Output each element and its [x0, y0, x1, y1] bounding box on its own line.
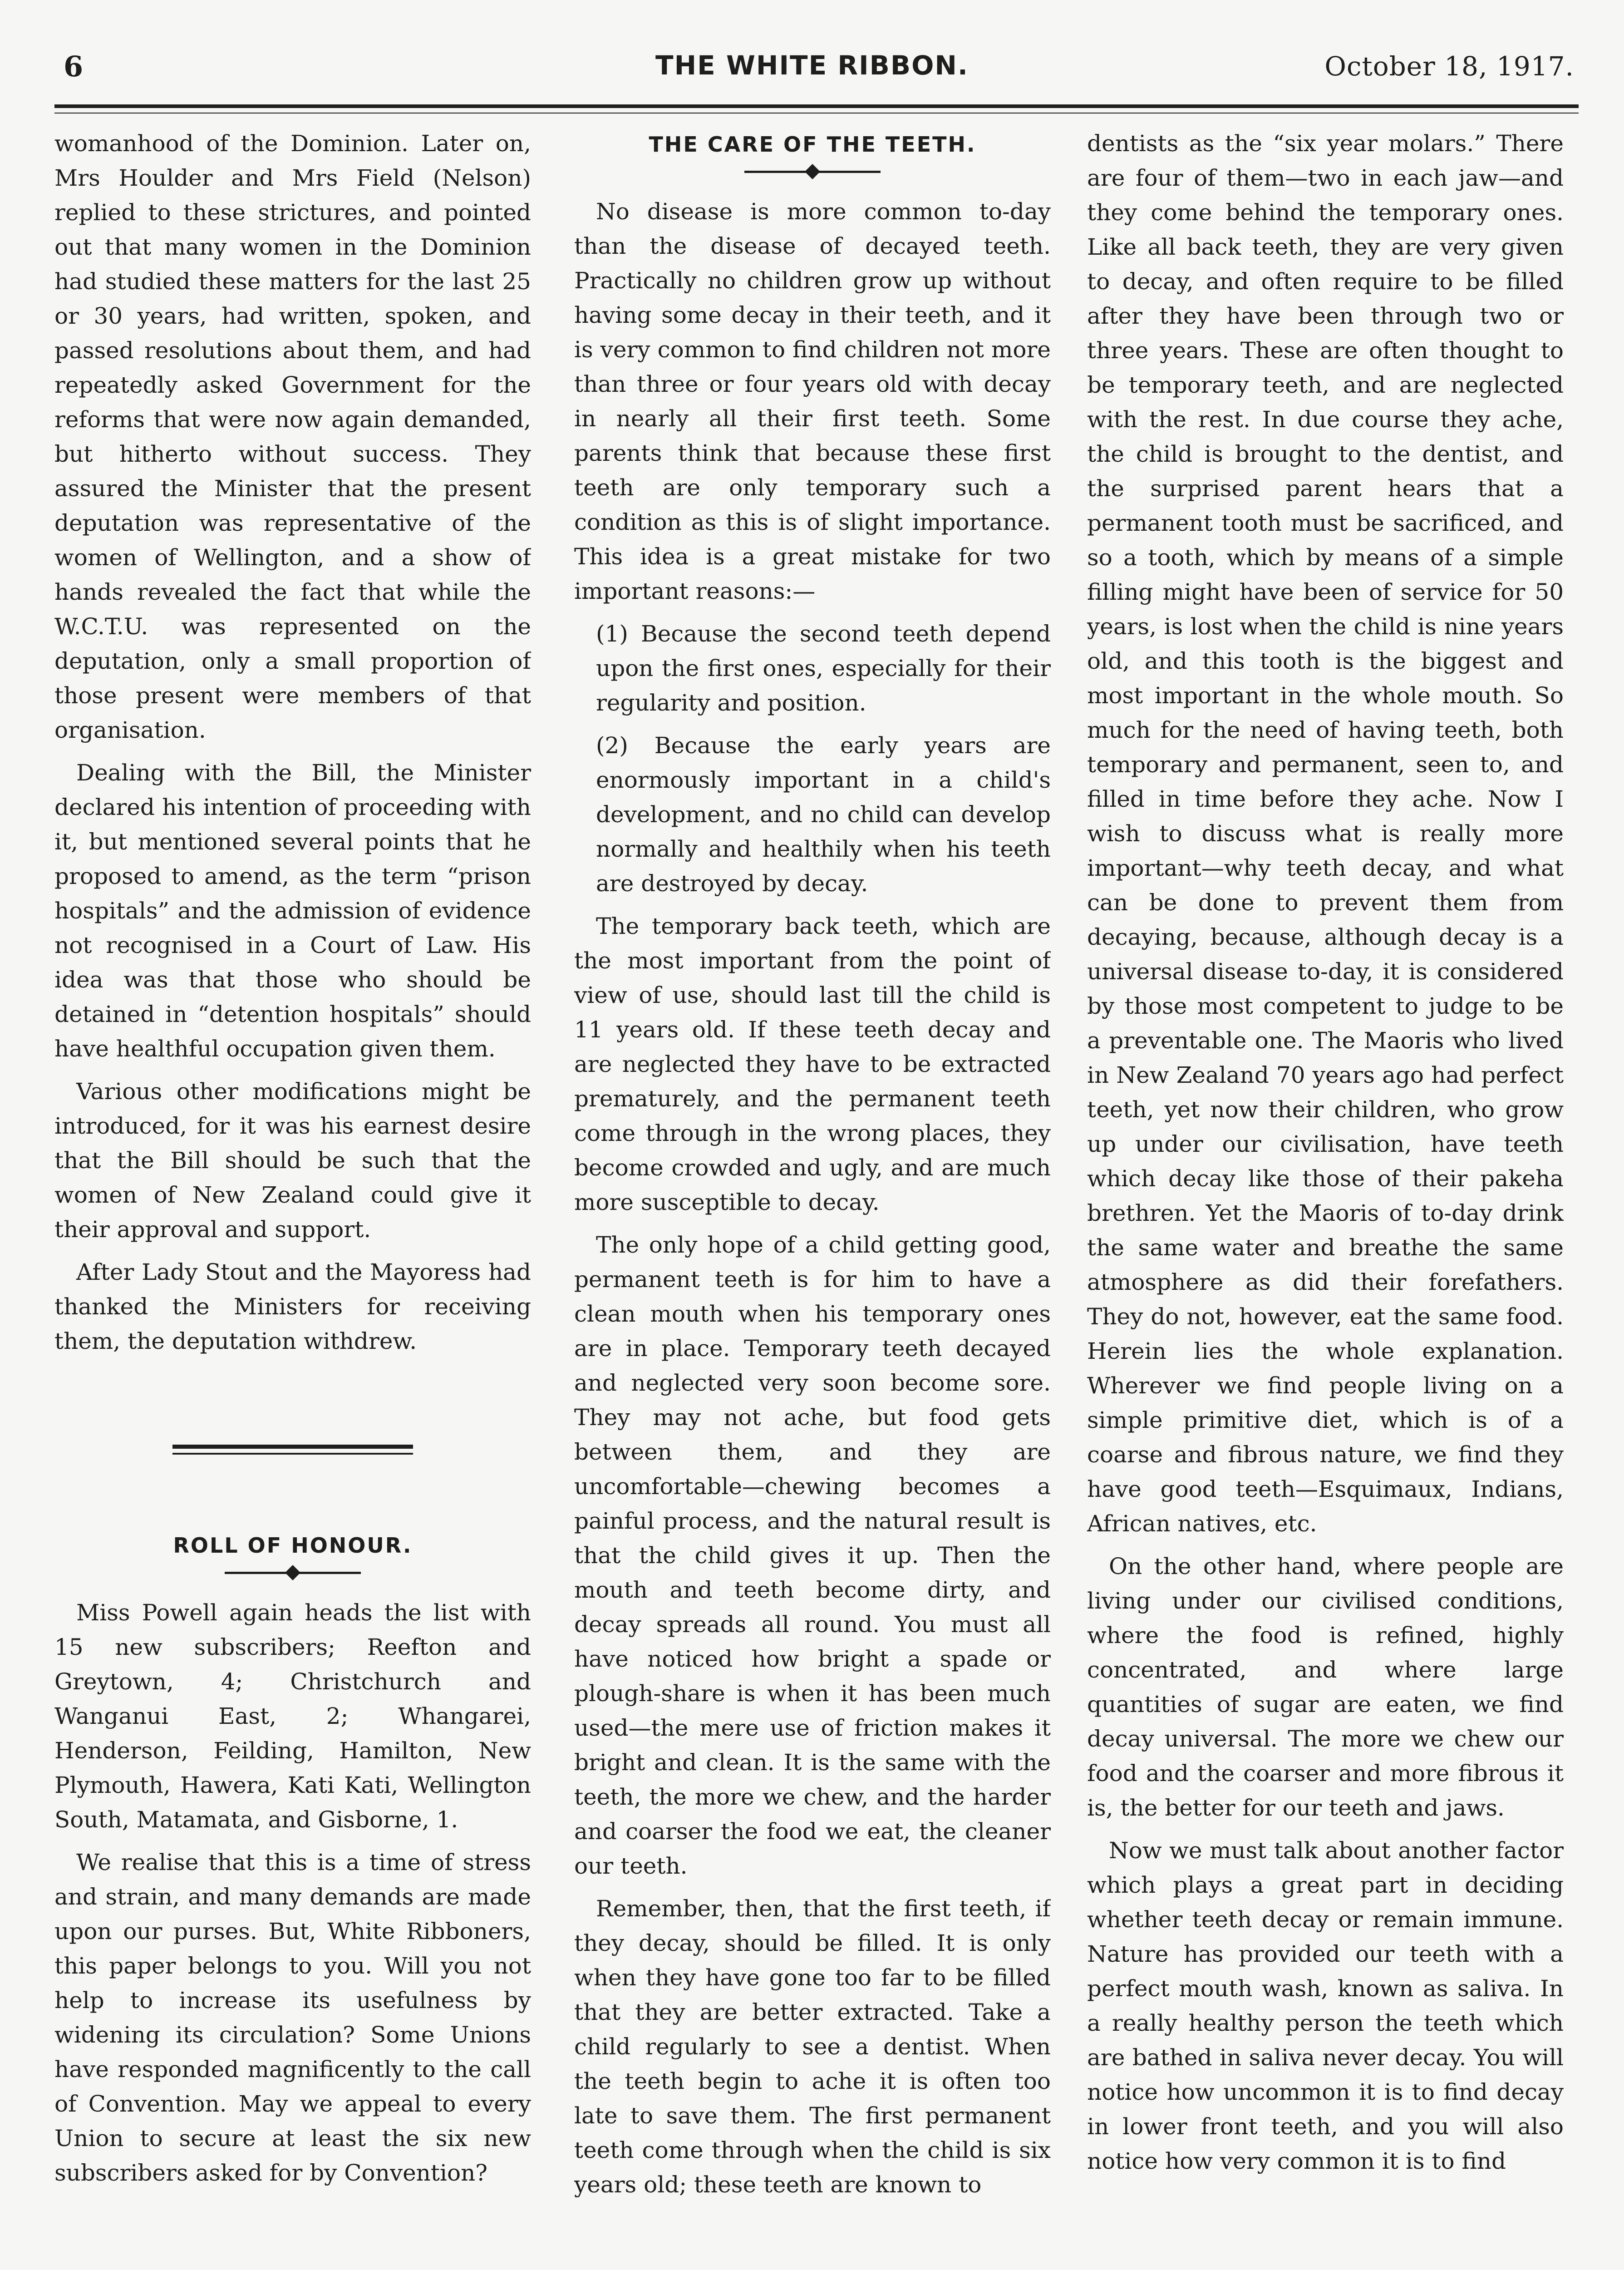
page-number: 6: [64, 50, 84, 83]
page-header: [0, 0, 1624, 118]
issue-date: October 18, 1917.: [1324, 51, 1574, 82]
article-paragraph: The temporary back teeth, which are the most important from the point of view of use, should last till the child is 11 years old. If these teeth decay and are neglected they have to be extracted prematurely, and the permanent teeth come through in the wrong places, they become crowded and ugly, and are much more susceptible to decay.: [574, 913, 1051, 1215]
list-paragraph: (2) Because the early years are enormously important in a child's development, and no child can develop normally and healthily when his teeth are destroyed by decay.: [596, 732, 1051, 897]
article-paragraph: On the other hand, where people are living under our civilised conditions, where the food is refined, highly concentrated, and where large quantities of sugar are eaten, we find decay universal. The more we chew our food and the coarser and more fibrous it is, the better for our teeth and jaws.: [1087, 1553, 1564, 1821]
column-1: [54, 126, 531, 2251]
section-divider: [172, 1445, 413, 1455]
care-of-teeth-heading: THE CARE OF THE TEETH.: [649, 132, 976, 157]
article-paragraph: The only hope of a child getting good, permanent teeth is for him to have a clean mouth when his temporary ones are in place. Temporary teeth decayed and neglected very soon become sore. They may not ache, but food gets between them, and they are uncomfortable—chewing becomes a painful process, and the natural result is that the child gives it up. Then the mouth and teeth become dirty, and decay spreads all round. You must all have noticed how bright a spade or plough-share is when it has been much used—the mere use of friction makes it bright and clean. It is the same with the teeth, the more we chew, and the harder and coarser the food we eat, the cleaner our teeth.: [574, 1232, 1051, 1879]
roll-paragraph: Miss Powell again heads the list with 15 new subscribers; Reefton and Greytown, 4; Christchurch and Wanganui East, 2; Whangarei, Henderson, Feilding, Hamilton, New Plymouth, Hawera, Kati Kati, Wellington South, Matamata, and Gisborne, 1.: [54, 1599, 531, 1833]
article-paragraph: After Lady Stout and the Mayoress had thanked the Ministers for receiving them, the deputation withdrew.: [54, 1259, 531, 1354]
heading-ornament-rule: [225, 1564, 361, 1582]
article-paragraph: Now we must talk about another factor which plays a great part in deciding whether teeth decay or remain immune. Nature has provided our teeth with a perfect mouth wash, known as saliva. In a really healthy person the teeth which are bathed in saliva never decay. You will notice how uncommon it is to find decay in lower front teeth, and you will also notice how very common it is to find: [1087, 1837, 1564, 2174]
article-paragraph: womanhood of the Dominion. Later on, Mrs Houlder and Mrs Field (Nelson) replied to these strictures, and pointed out that many women in the Dominion had studied these matters for the last 25 or 30 years, had written, spoken, and passed resolutions about them, and had repeatedly asked Government for the reforms that were now again demanded, but hitherto without success. They assured the Minister that the present deputation was representative of the women of Wellington, and a show of hands revealed the fact that while the W.C.T.U. was represented on the deputation, only a small proportion of those present were members of that organisation.: [54, 130, 531, 743]
column-3: [1087, 126, 1564, 2251]
article-paragraph: Various other modifications might be introduced, for it was his earnest desire that the Bill should be such that the women of New Zealand could give it their approval and support.: [54, 1078, 531, 1243]
header-rule-thick: [54, 104, 1579, 108]
roll-paragraph: We realise that this is a time of stress and strain, and many demands are made upon our purses. But, White Ribboners, this paper belongs to you. Will you not help to increase its usefulness by widening its circulation? Some Unions have responded magnificently to the call of Convention. May we appeal to every Union to secure at least the six new subscribers asked for by Convention?: [54, 1849, 531, 2186]
article-paragraph: Dealing with the Bill, the Minister declared his intention of proceeding with it, but mentioned several points that he proposed to amend, as the term “prison hospitals” and the admission of evidence not recognised in a Court of Law. His idea was that those who should be detained in “detention hospitals” should have healthful occupation given them.: [54, 760, 531, 1062]
roll-of-honour-heading: ROLL OF HONOUR.: [173, 1533, 413, 1558]
list-paragraph: (1) Because the second teeth depend upon the first ones, especially for their regularity and position.: [596, 621, 1051, 716]
article-paragraph: Remember, then, that the first teeth, if they decay, should be filled. It is only when they have gone too far to be filled that they are better extracted. Take a child regularly to see a dentist. When the teeth begin to ache it is often too late to save them. The first permanent teeth come through when the child is six years old; these teeth are known to: [574, 1895, 1051, 2198]
header-rule-thin: [54, 113, 1579, 114]
article-paragraph: No disease is more common to-day than the disease of decayed teeth. Practically no children grow up without having some decay in their teeth, and it is very common to find children not more than three or four years old with decay in nearly all their first teeth. Some parents think that because these first teeth are only temporary such a condition as this is of slight importance. This idea is a great mistake for two important reasons:—: [574, 198, 1051, 604]
heading-ornament-rule: [744, 163, 881, 181]
article-paragraph: dentists as the “six year molars.” There are four of them—two in each jaw—and they come behind the temporary ones. Like all back teeth, they are very given to decay, and often require to be filled after they have been through two or three years. These are often thought to be temporary teeth, and are neglected with the rest. In due course they ache, the child is brought to the dentist, and the surprised parent hears that a permanent tooth must be sacrificed, and so a tooth, which by means of a simple filling might have been of service for 50 years, is lost when the child is nine years old, and this tooth is the biggest and most important in the whole mouth. So much for the need of having teeth, both temporary and permanent, seen to, and filled in time before they ache. Now I wish to discuss what is really more important—why teeth decay, and what can be done to prevent them from decaying, because, although decay is a universal disease to-day, it is considered by those most competent to judge to be a preventable one. The Maoris who lived in New Zealand 70 years ago had perfect teeth, yet now their children, who grow up under our civilisation, have teeth which decay like those of their pakeha brethren. Yet the Maoris of to-day drink the same water and breathe the same atmosphere as did their forefathers. They do not, however, eat the same food. Herein lies the whole explanation. Wherever we find people living on a simple primitive diet, which is of a coarse and fibrous nature, we find they have good teeth—Esquimaux, Indians, African natives, etc.: [1087, 130, 1564, 1537]
column-2: [574, 126, 1051, 2251]
masthead-title: THE WHITE RIBBON.: [655, 50, 969, 81]
